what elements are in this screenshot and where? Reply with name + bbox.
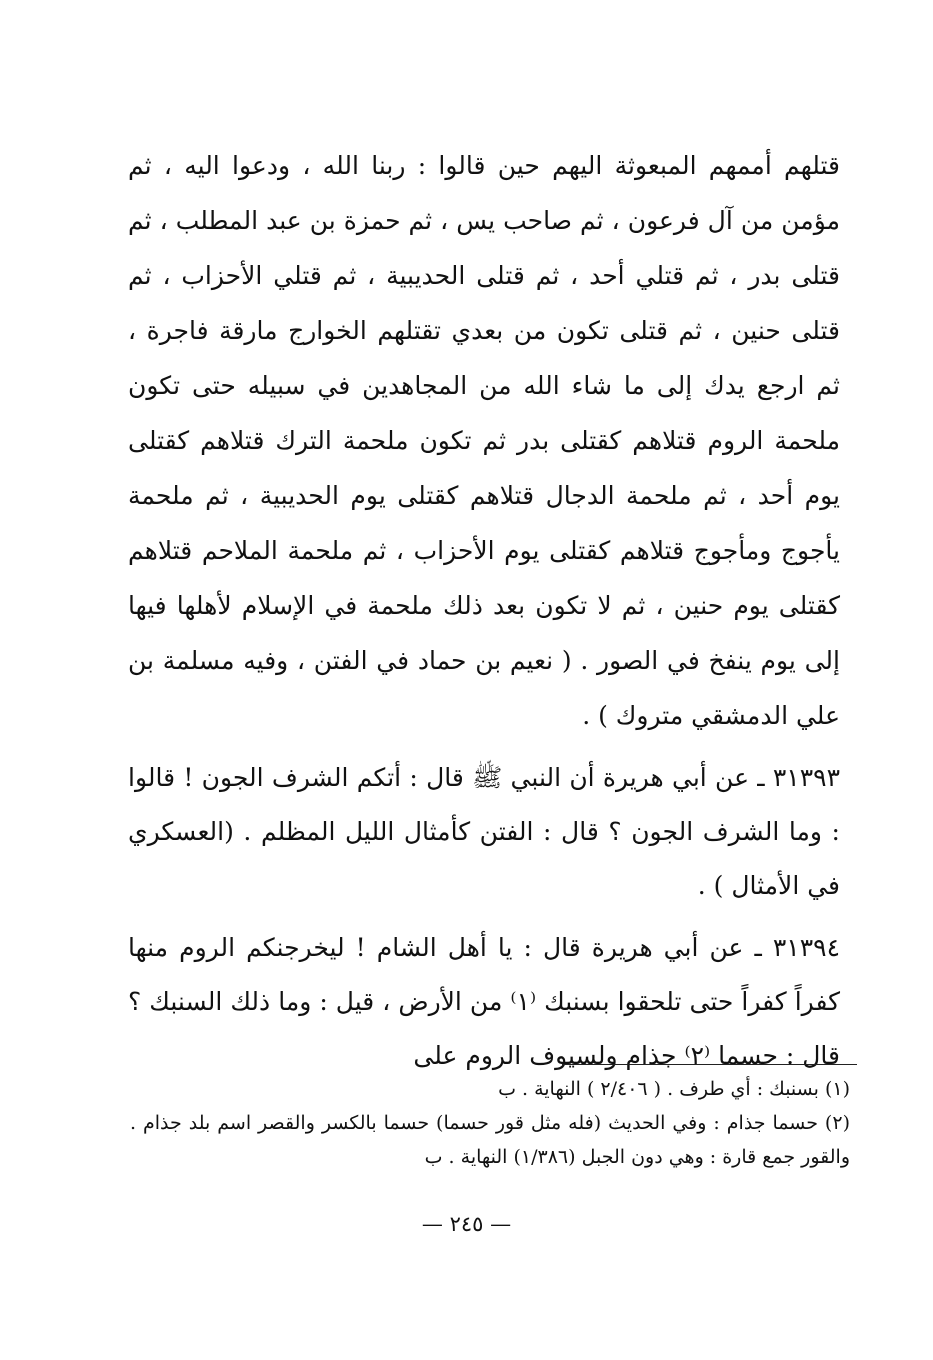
paragraph-hadith-31393: ٣١٣٩٣ ـ عن أبي هريرة أن النبي ﷺ قال : أتكم الشرف الجون ! قالوا : وما الشرف الجون ؟ قال : الفتن كأمثال الليل المظلم . (العسكري في الأمثال ) .	[128, 763, 840, 900]
main-text	[128, 138, 840, 1083]
footnote-1: (١) بسنبك : أي طرف . ( ٢/٤٠٦ ) النهاية . ب	[498, 1078, 850, 1100]
paragraph-hadith-31394: ٣١٣٩٤ ـ عن أبي هريرة قال : يا أهل الشام ! ليخرجنكم الروم منها كفراً كفراً حتى تلحقوا بسنبك ⁽١⁾ من الأرض ، قيل : وما ذلك السنبك ؟ قال : حسما ⁽٢⁾ جذام ولسيوف الروم على	[128, 933, 840, 1070]
footnotes	[130, 1072, 850, 1174]
paragraph-continued-hadith: قتلهم أممهم المبعوثة اليهم حين قالوا : ربنا الله ، ودعوا اليه ، ثم مؤمن من آل فرعون ، ثم صاحب يس ، ثم حمزة بن عبد المطلب ، ثم قتلى بدر ، ثم قتلي أحد ، ثم قتلى الحديبية ، ثم قتلي الأحزاب ، ثم قتلى حنين ، ثم قتلى تكون من بعدي تقتلهم الخوارج مارقة فاجرة ، ثم ارجع يدك إلى ما شاء الله من المجاهدين في سبيله حتى تكون ملحمة الروم قتلاهم كقتلى بدر ثم تكون ملحمة الترك قتلاهم كقتلى يوم أحد ، ثم ملحمة الدجال قتلاهم كقتلى يوم الحديبية ، ثم ملحمة يأجوج ومأجوج قتلاهم كقتلى يوم الأحزاب ، ثم ملحمة الملاحم قتلاهم كقتلى يوم حنين ، ثم لا تكون بعد ذلك ملحمة في الإسلام لأهلها فيها إلى يوم ينفخ في الصور . ( نعيم بن حماد في الفتن ، وفيه مسلمة بن علي الدمشقي متروك ) .	[128, 151, 840, 730]
page-number: — ٢٤٥ —	[421, 1212, 512, 1236]
footnote-2: (٢) حسما جذام : وفي الحديث (فله مثل قور حسما) حسما بالكسر والقصر اسم بلد جذام . والقور جمع قارة : وهي دون الجبل (١/٣٨٦) النهاية . ب	[130, 1112, 850, 1168]
footnote-divider	[562, 1064, 857, 1065]
